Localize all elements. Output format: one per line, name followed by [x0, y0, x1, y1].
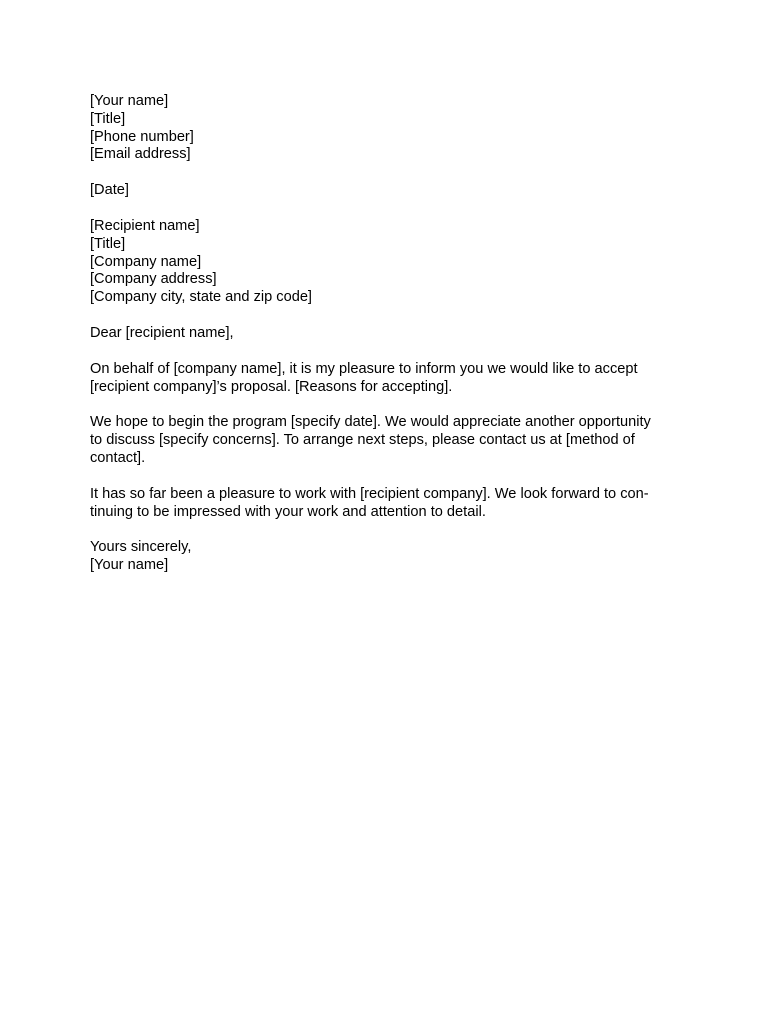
closing-signature: [Your name]	[90, 557, 169, 574]
recipient-block	[90, 218, 680, 307]
body-paragraph-2-line-2: to discuss [specify concerns]. To arrange next steps, please contact us at [method of	[90, 432, 635, 449]
body-paragraph-3	[90, 486, 680, 522]
salutation-block	[90, 325, 680, 343]
body-paragraph-2-line-3: contact].	[90, 449, 146, 466]
letter-page	[90, 93, 680, 593]
recipient-title: [Title]	[90, 235, 126, 252]
recipient-address: [Company address]	[90, 271, 217, 288]
recipient-city-state-zip: [Company city, state and zip code]	[90, 289, 312, 306]
closing-valediction: Yours sincerely,	[90, 539, 192, 556]
body-paragraph-2	[90, 414, 680, 467]
sender-name: [Your name]	[90, 93, 169, 109]
body-paragraph-1-line-1: On behalf of [company name], it is my pleasure to inform you we would like to accept	[90, 360, 638, 377]
recipient-name: [Recipient name]	[90, 217, 200, 234]
body-paragraph-1	[90, 361, 680, 397]
sender-title: [Title]	[90, 110, 126, 127]
body-paragraph-3-line-1: It has so far been a pleasure to work with [recipient company]. We look forward to con-	[90, 485, 649, 502]
body-paragraph-1-line-2: [recipient company]’s proposal. [Reasons for accepting].	[90, 378, 453, 395]
sender-phone: [Phone number]	[90, 128, 194, 145]
salutation: Dear [recipient name],	[90, 324, 234, 341]
sender-email: [Email address]	[90, 146, 191, 163]
date-block	[90, 182, 680, 200]
closing-block	[90, 539, 680, 575]
recipient-company: [Company name]	[90, 253, 202, 270]
letter-date: [Date]	[90, 182, 129, 199]
body-paragraph-2-line-1: We hope to begin the program [specify date]. We would appreciate another opportunity	[90, 414, 651, 431]
sender-block	[90, 93, 680, 164]
body-paragraph-3-line-2: tinuing to be impressed with your work and attention to detail.	[90, 503, 486, 520]
